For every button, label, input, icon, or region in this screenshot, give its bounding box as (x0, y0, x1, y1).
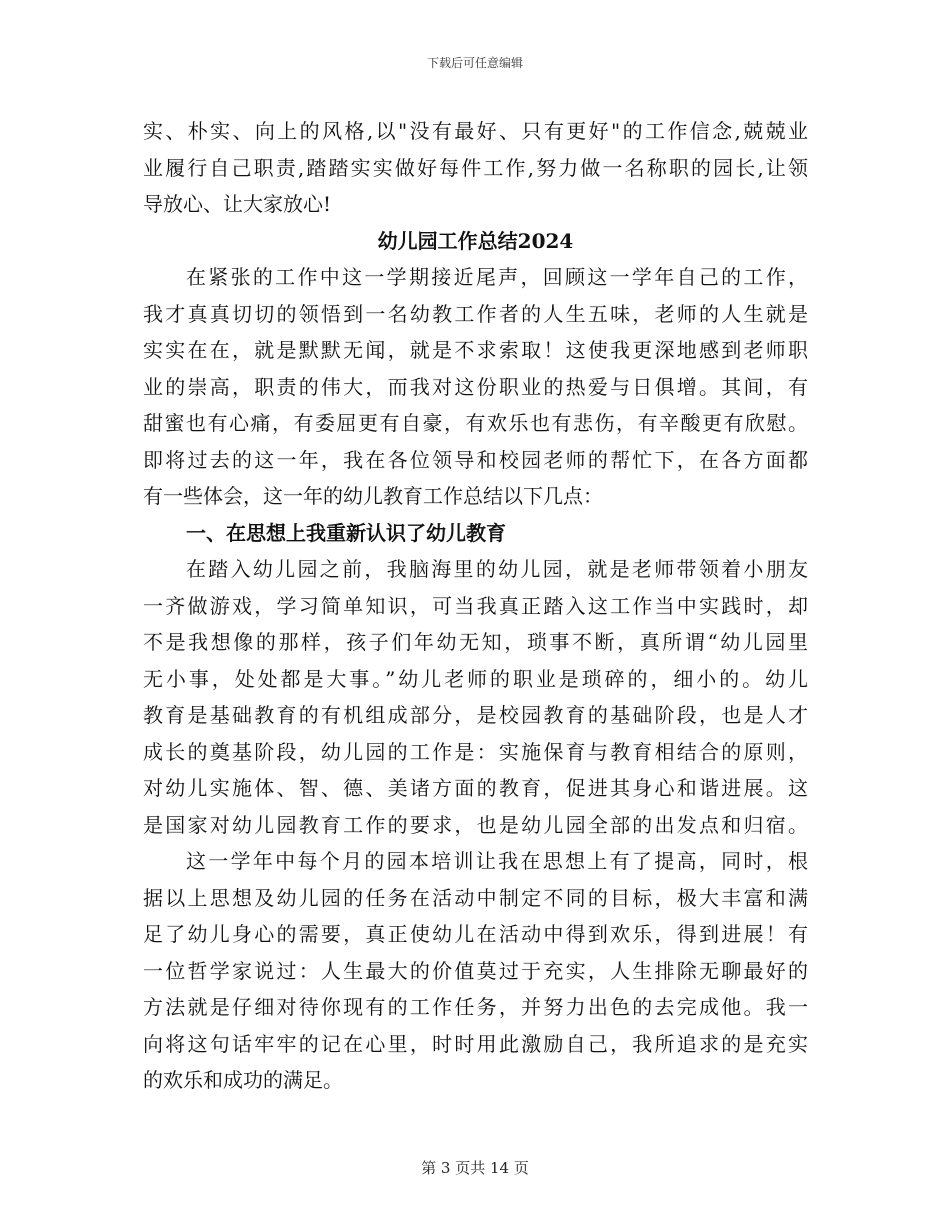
text-line: 向将这句话牢牢的记在心里，时时用此激励自己，我所追求的是充实 (143, 1031, 808, 1056)
text-line: 业的崇高，职责的伟大，而我对这份职业的热爱与日俱增。其间，有 (143, 374, 808, 399)
text-line: 是国家对幼儿园教育工作的要求，也是幼儿园全部的出发点和归宿。 (143, 812, 808, 837)
text-line: 一齐做游戏，学习简单知识，可当我真正踏入这工作当中实践时，却 (143, 593, 808, 618)
text-line: 对幼儿实施体、智、德、美诸方面的教育，促进其身心和谐进展。这 (143, 776, 808, 800)
text-line: 实、朴实、向上的风格,以"没有最好、只有更好"的工作信念,兢兢业 (143, 119, 808, 143)
page-header: 下载后可任意编辑 (426, 56, 523, 70)
text-line: 有一些体会，这一年的幼儿教育工作总结以下几点： (143, 484, 603, 508)
text-line: 成长的奠基阶段，幼儿园的工作是：实施保育与教育相结合的原则， (143, 739, 808, 764)
text-line: 即将过去的这一年，我在各位领导和校园老师的帮忙下，在各方面都 (143, 447, 808, 472)
text-line: 教育是基础教育的有机组成部分，是校园教育的基础阶段，也是人才 (143, 703, 808, 727)
text-line: 业履行自己职责,踏踏实实做好每件工作,努力做一名称职的园长,让领 (143, 155, 808, 180)
text-line: 实实在在，就是默默无闻，就是不求索取！这使我更深地感到老师职 (143, 338, 808, 362)
text-line: 在踏入幼儿园之前，我脑海里的幼儿园，就是老师带领着小朋友 (186, 557, 808, 581)
text-line: 足了幼儿身心的需要，真正使幼儿在活动中得到欢乐，得到进展！有 (143, 922, 808, 946)
text-line: 不是我想像的那样，孩子们年幼无知，琐事不断，真所谓“幼儿园里 (143, 630, 808, 654)
text-line: 这一学年中每个月的园本培训让我在思想上有了提高，同时，根 (186, 849, 808, 873)
text-line: 我才真真切切的领悟到一名幼教工作者的人生五味，老师的人生就是 (143, 301, 808, 326)
text-line: 的欢乐和成功的满足。 (143, 1068, 343, 1092)
text-line: 在紧张的工作中这一学期接近尾声，回顾这一学年自己的工作， (186, 265, 808, 289)
text-line: 一位哲学家说过：人生最大的价值莫过于充实，人生排除无聊最好的 (143, 958, 808, 983)
text-line: 无小事，处处都是大事。”幼儿老师的职业是琐碎的，细小的。幼儿 (143, 666, 808, 691)
section-title: 幼儿园工作总结2024 (377, 228, 574, 253)
document-body (143, 113, 808, 1099)
text-line: 导放心、让大家放心! (143, 192, 332, 216)
subsection-heading: 一、在思想上我重新认识了幼儿教育 (186, 520, 506, 545)
text-line: 据以上思想及幼儿园的任务在活动中制定不同的目标，极大丰富和满 (143, 885, 808, 910)
text-line: 方法就是仔细对待你现有的工作任务，并努力出色的去完成他。我一 (143, 995, 808, 1019)
page-footer: 第 3 页共 14 页 (421, 1159, 529, 1177)
text-line: 甜蜜也有心痛，有委屈更有自豪，有欢乐也有悲伤，有辛酸更有欣慰。 (143, 411, 808, 435)
